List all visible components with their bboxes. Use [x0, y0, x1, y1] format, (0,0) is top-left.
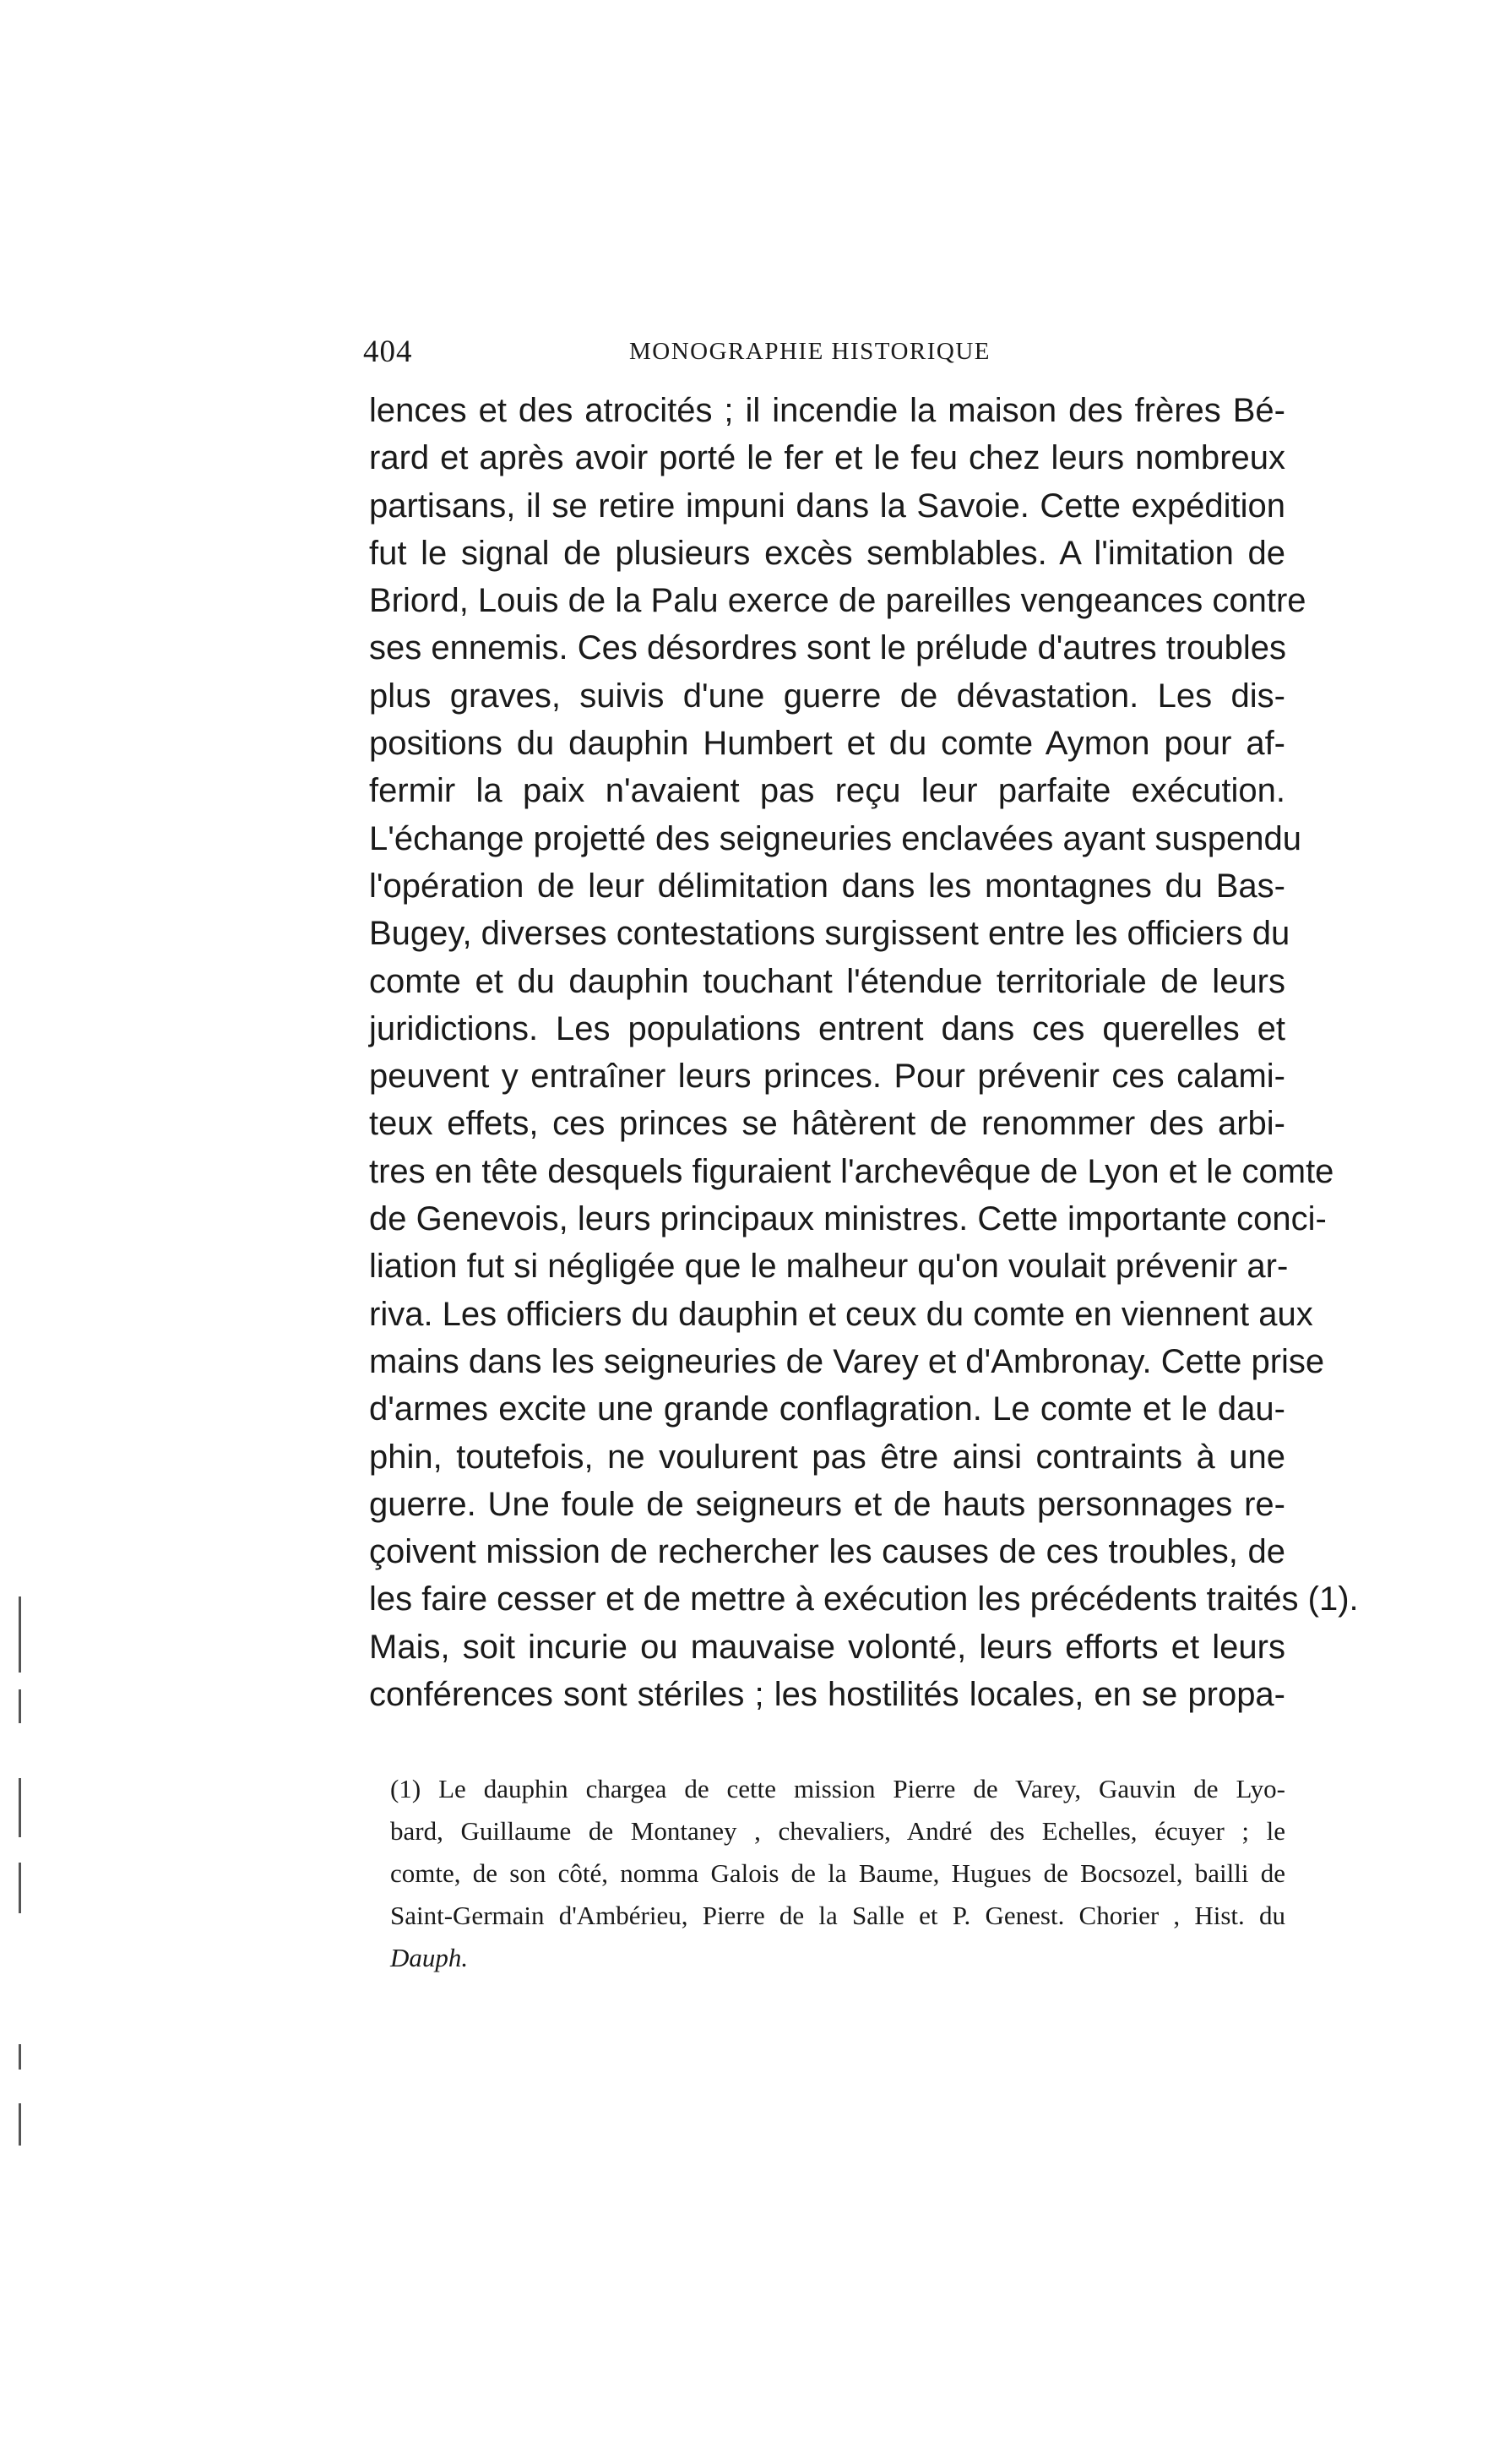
text-line: phin, toutefois, ne voulurent pas être ainsi contraints à une: [369, 1438, 1285, 1476]
text-line: juridictions. Les populations entrent dans ces querelles et: [369, 1009, 1285, 1047]
scan-mark: [19, 2103, 21, 2146]
text-line: de Genevois, leurs principaux ministres. Cette importante conci-: [369, 1200, 1327, 1238]
scan-mark: [19, 1596, 21, 1673]
footnote-line: bard, Guillaume de Montaney , chevaliers, André des Echelles, écuyer ; le: [390, 1816, 1285, 1846]
footnote: [390, 1768, 1285, 1979]
main-text: [369, 387, 1359, 1718]
text-line: mains dans les seigneuries de Varey et d'Ambronay. Cette prise: [369, 1342, 1325, 1380]
text-line: comte et du dauphin touchant l'étendue territoriale de leurs: [369, 962, 1285, 1000]
text-line: çoivent mission de rechercher les causes de ces troubles, de: [369, 1533, 1285, 1571]
text-line: ses ennemis. Ces désordres sont le prélude d'autres troubles: [369, 629, 1286, 667]
page-header: [363, 334, 1292, 376]
text-line: fut le signal de plusieurs excès semblables. A l'imitation de: [369, 534, 1285, 572]
text-line: partisans, il se retire impuni dans la Savoie. Cette expédition: [369, 487, 1285, 525]
page-number: 404: [363, 335, 413, 369]
text-line: d'armes excite une grande conflagration. Le comte et le dau-: [369, 1390, 1285, 1428]
text-line: Briord, Louis de la Palu exerce de pareilles vengeances contre: [369, 582, 1306, 620]
text-line: conférences sont stériles ; les hostilités locales, en se propa-: [369, 1676, 1285, 1714]
text-line: fermir la paix n'avaient pas reçu leur parfaite exécution.: [369, 772, 1285, 810]
footnote-line: Saint-Germain d'Ambérieu, Pierre de la Salle et P. Genest. Chorier , Hist. du: [390, 1901, 1285, 1930]
text-line: riva. Les officiers du dauphin et ceux du comte en viennent aux: [369, 1295, 1313, 1333]
text-line: tres en tête desquels figuraient l'archevêque de Lyon et le comte: [369, 1152, 1334, 1190]
text-line: lences et des atrocités ; il incendie la maison des frères Bé-: [369, 392, 1285, 429]
footnote-line: (1) Le dauphin chargea de cette mission Pierre de Varey, Gauvin de Lyo-: [390, 1774, 1285, 1803]
text-line: guerre. Une foule de seigneurs et de hauts personnages re-: [369, 1485, 1285, 1523]
text-line: Bugey, diverses contestations surgissent entre les officiers du: [369, 915, 1290, 953]
footnote-line: Dauph.: [390, 1943, 469, 1972]
running-title: MONOGRAPHIE HISTORIQUE: [629, 338, 991, 365]
text-line: rard et après avoir porté le fer et le feu chez leurs nombreux: [369, 439, 1285, 477]
scan-mark: [19, 1778, 21, 1837]
scan-mark: [19, 2044, 21, 2070]
scan-mark: [19, 1863, 21, 1913]
text-line: liation fut si négligée que le malheur qu'on voulait prévenir ar-: [369, 1248, 1289, 1286]
text-line: positions du dauphin Humbert et du comte Aymon pour af-: [369, 725, 1285, 763]
text-line: L'échange projetté des seigneuries enclavées ayant suspendu: [369, 819, 1301, 857]
text-line: plus graves, suivis d'une guerre de dévastation. Les dis-: [369, 677, 1285, 715]
text-line: Mais, soit incurie ou mauvaise volonté, leurs efforts et leurs: [369, 1628, 1285, 1666]
footnote-line: comte, de son côté, nomma Galois de la Baume, Hugues de Bocsozel, bailli de: [390, 1858, 1285, 1888]
text-line: teux effets, ces princes se hâtèrent de renommer des arbi-: [369, 1105, 1285, 1143]
text-line: les faire cesser et de mettre à exécution les précédents traités (1).: [369, 1580, 1359, 1618]
text-line: peuvent y entraîner leurs princes. Pour prévenir ces calami-: [369, 1058, 1285, 1096]
scan-mark: [19, 1689, 21, 1723]
text-line: l'opération de leur délimitation dans les montagnes du Bas-: [369, 867, 1285, 905]
